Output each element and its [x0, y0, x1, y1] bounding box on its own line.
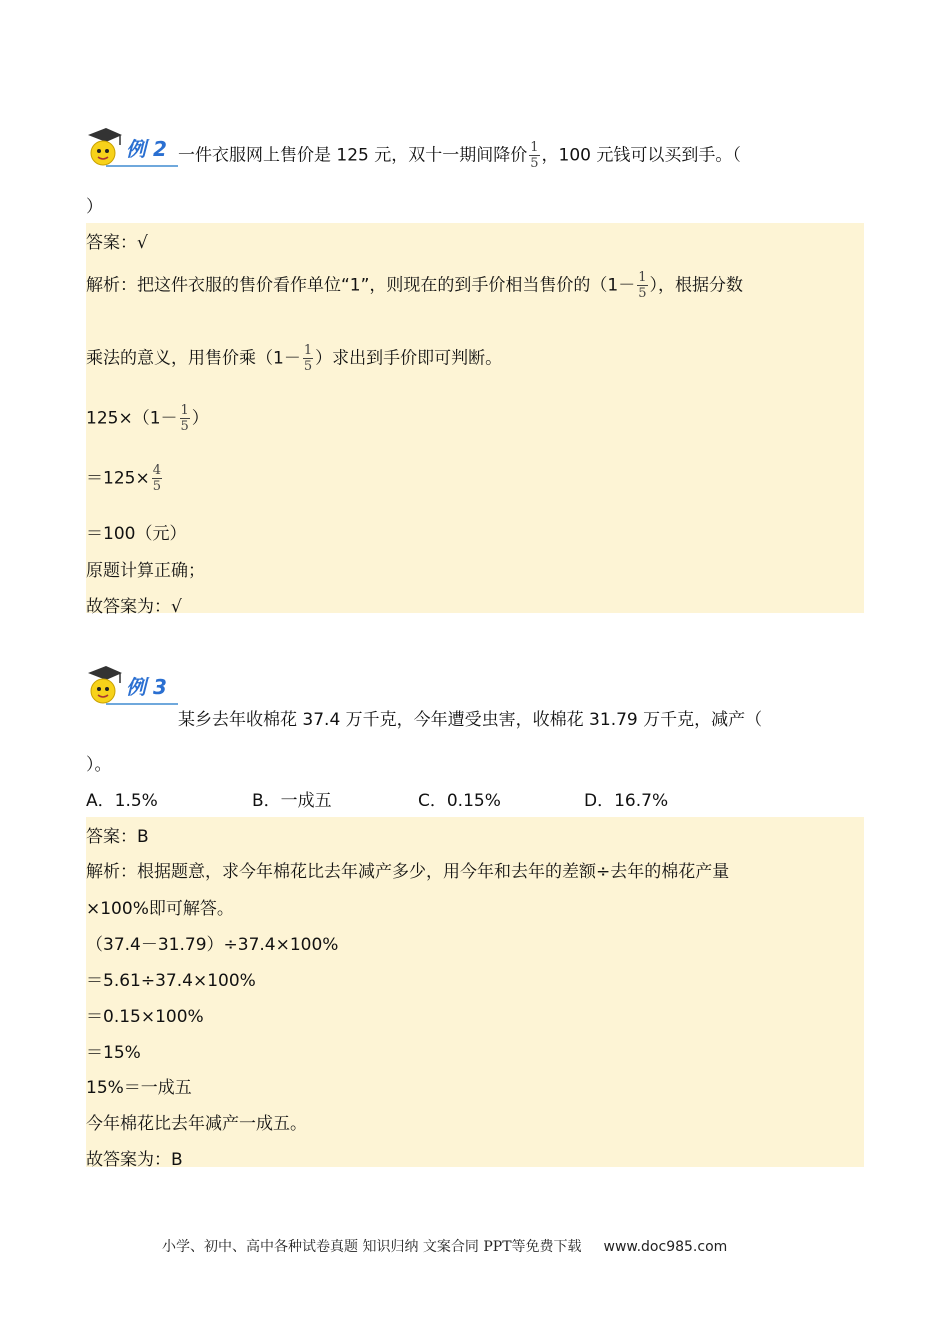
fraction: $\frac{4}{5}$ [152, 463, 161, 494]
fraction: $\frac{1}{5}$ [180, 403, 189, 434]
example-3-label: 例 3 [126, 675, 167, 699]
ex3-option-a: A．1.5% [86, 791, 158, 811]
badge-underline [106, 703, 178, 705]
ex3-calc-step5: 15%＝一成五 [86, 1078, 192, 1098]
ex2-answer: 答案：√ [86, 233, 148, 253]
ex2-final-answer: 故答案为：√ [86, 597, 182, 617]
ex2-analysis-line2: 乘法的意义，用售价乘（1－ $\frac{1}{5}$ ）求出到手价即可判断。 [86, 343, 503, 374]
ex2-calc-step3: ＝100（元） [86, 524, 187, 544]
ex2-analysis-line1: 解析：把这件衣服的售价看作单位“1”，则现在的到手价相当售价的（1－ $\frac{1}{5}$ ），根据分数 [86, 270, 744, 301]
ex2-calc-step2: ＝125× $\frac{4}{5}$ [86, 463, 161, 494]
ex3-final-answer: 故答案为：B [86, 1150, 183, 1170]
ex3-calc-step3: ＝0.15×100% [86, 1007, 204, 1027]
ex3-analysis-line2: ×100%即可解答。 [86, 899, 234, 919]
ex3-question: 某乡去年收棉花 37.4 万千克，今年遭受虫害，收棉花 31.79 万千克，减产（ [178, 710, 763, 730]
ex3-option-c: C．0.15% [418, 791, 501, 811]
badge-underline [106, 165, 178, 167]
ex2-calc-step1: 125×（1－ $\frac{1}{5}$ ） [86, 403, 209, 434]
ex3-option-d: D．16.7% [584, 791, 669, 811]
fraction: $\frac{1}{5}$ [530, 140, 539, 171]
graduate-icon [86, 125, 124, 169]
ex3-question-close: ）。 [86, 755, 112, 775]
ex3-calc-step4: ＝15% [86, 1043, 141, 1063]
example-2-label: 例 2 [126, 137, 167, 161]
ex2-correct-note: 原题计算正确； [86, 561, 205, 581]
fraction: $\frac{1}{5}$ [638, 270, 647, 301]
ex3-calc-step2: ＝5.61÷37.4×100% [86, 971, 256, 991]
ex3-calc-step1: （37.4－31.79）÷37.4×100% [86, 935, 339, 955]
fraction: $\frac{1}{5}$ [303, 343, 313, 374]
ex2-question: 一件衣服网上售价是 125 元，双十一期间降价 $\frac{1}{5}$ ，100 元钱可以买到手。（ [178, 140, 741, 171]
page-footer [162, 1236, 727, 1256]
ex3-answer: 答案：B [86, 827, 149, 847]
ex3-analysis-line1: 解析：根据题意，求今年棉花比去年减产多少，用今年和去年的差额÷去年的棉花产量 [86, 862, 730, 882]
example-2-badge [86, 125, 178, 171]
graduate-icon [86, 663, 124, 707]
footer-url[interactable]: www.doc985.com [603, 1239, 728, 1255]
ex3-conclusion: 今年棉花比去年减产一成五。 [86, 1114, 307, 1134]
ex2-question-close: ） [86, 197, 103, 217]
footer-text: 小学、初中、高中各种试卷真题 知识归纳 文案合同 PPT等免费下载 [162, 1239, 582, 1255]
example-3-badge [86, 663, 178, 709]
ex3-option-b: B．一成五 [252, 791, 332, 811]
